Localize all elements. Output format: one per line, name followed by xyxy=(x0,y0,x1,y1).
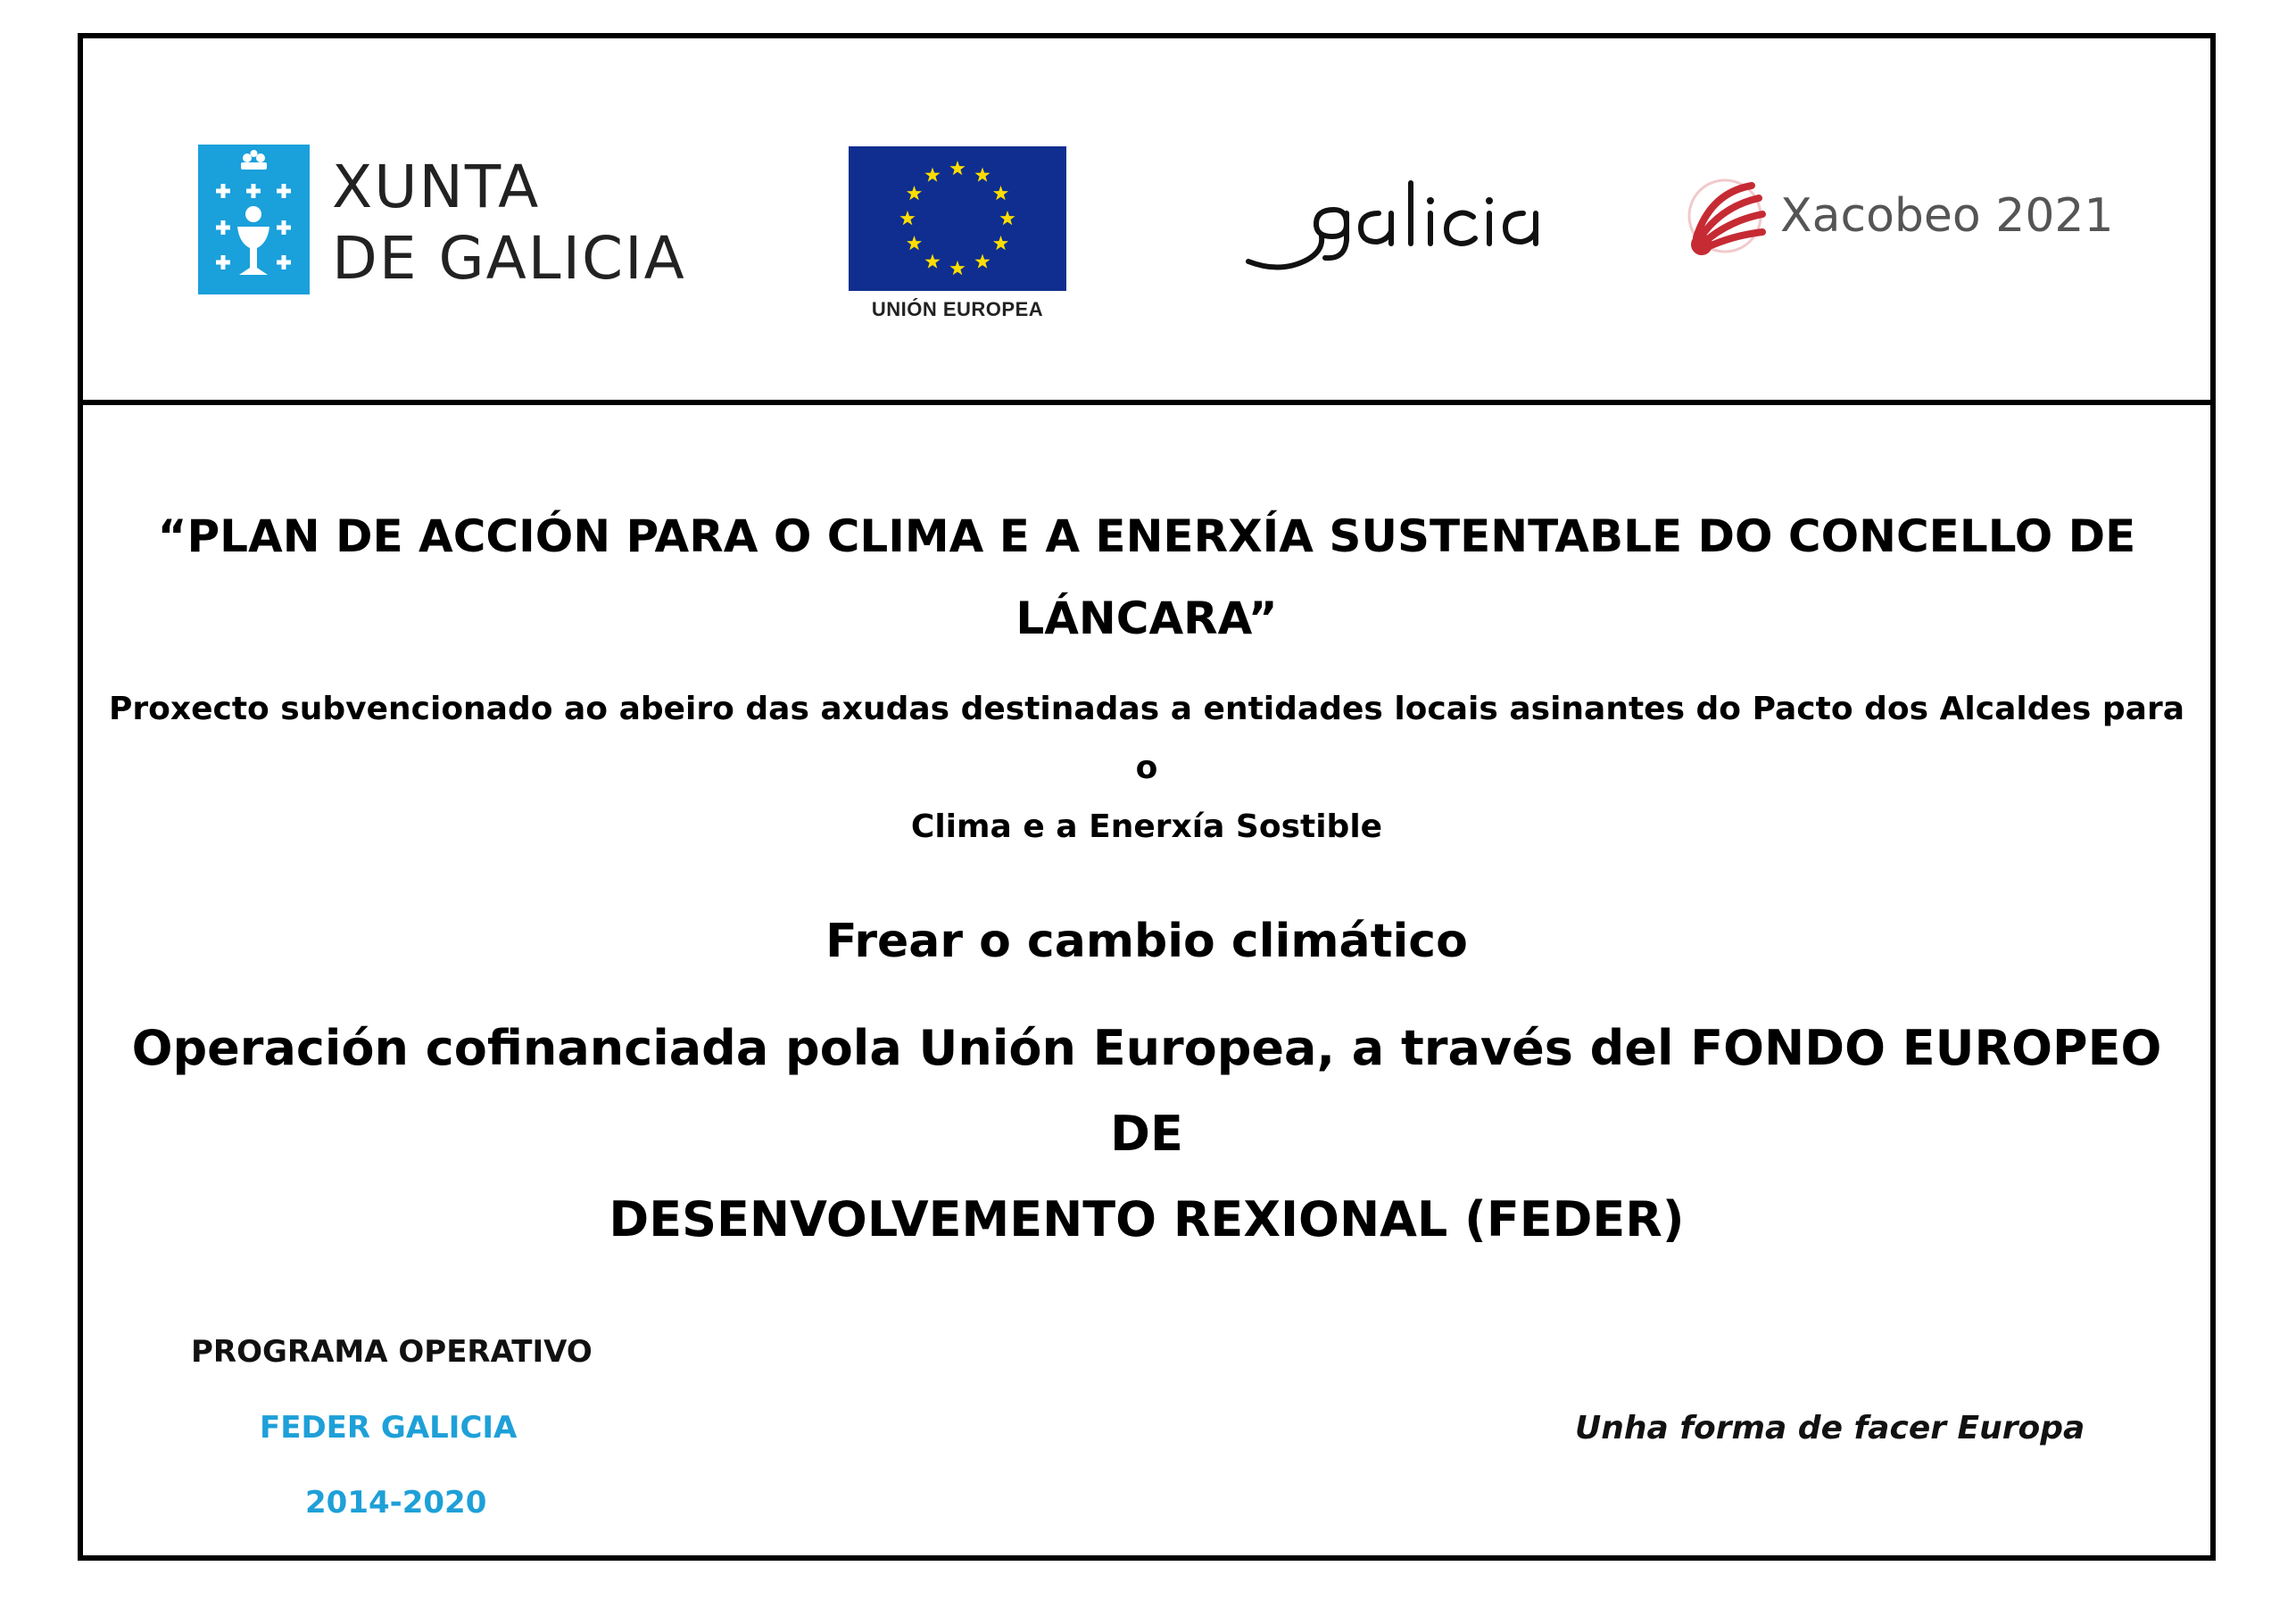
programme-name: FEDER GALICIA xyxy=(260,1410,518,1446)
xunta-line2: DE GALICIA xyxy=(332,224,686,293)
union-europea-logo xyxy=(849,146,1066,321)
subtitle-line1: Proxecto subvencionado ao abeiro das axudas destinadas a entidades locais asinantes do Pacto dos Alcaldes para o xyxy=(108,691,2184,786)
title-line1: “PLAN DE ACCIÓN PARA O CLIMA E A ENERXÍA SUSTENTABLE DO CONCELLO DE xyxy=(157,510,2136,562)
header-divider xyxy=(83,400,2210,405)
xunta-line1: XUNTA xyxy=(332,153,541,221)
xunta-wordmark xyxy=(332,152,686,294)
xunta-shield-icon xyxy=(198,145,310,294)
programme-period: 2014-2020 xyxy=(305,1485,487,1521)
eu-flag-icon xyxy=(849,146,1066,291)
operation-line2: DESENVOLVEMENTO REXIONAL (FEDER) xyxy=(609,1191,1685,1247)
xacobeo-text: Xacobeo 2021 xyxy=(1780,189,2114,243)
galicia-logo xyxy=(1245,174,1548,281)
plan-title xyxy=(107,495,2186,659)
galicia-wordmark-icon xyxy=(1245,174,1548,281)
slogan: Unha forma de facer Europa xyxy=(1575,1410,2085,1446)
cofinancing-statement xyxy=(107,1006,2186,1263)
programme-title: PROGRAMA OPERATIVO xyxy=(191,1334,593,1370)
scallop-shell-icon xyxy=(1684,175,1766,257)
eu-label: UNIÓN EUROPEA xyxy=(871,298,1044,320)
subtitle-line2: Clima e a Enerxía Sostible xyxy=(910,808,1383,845)
project-subtitle xyxy=(107,680,2186,857)
title-line2: LÁNCARA” xyxy=(1015,593,1278,644)
motto: Frear o cambio climático xyxy=(825,915,1468,968)
operation-line1: Operación cofinanciada pola Unión Europea, a través del FONDO EUROPEO DE xyxy=(131,1020,2162,1162)
